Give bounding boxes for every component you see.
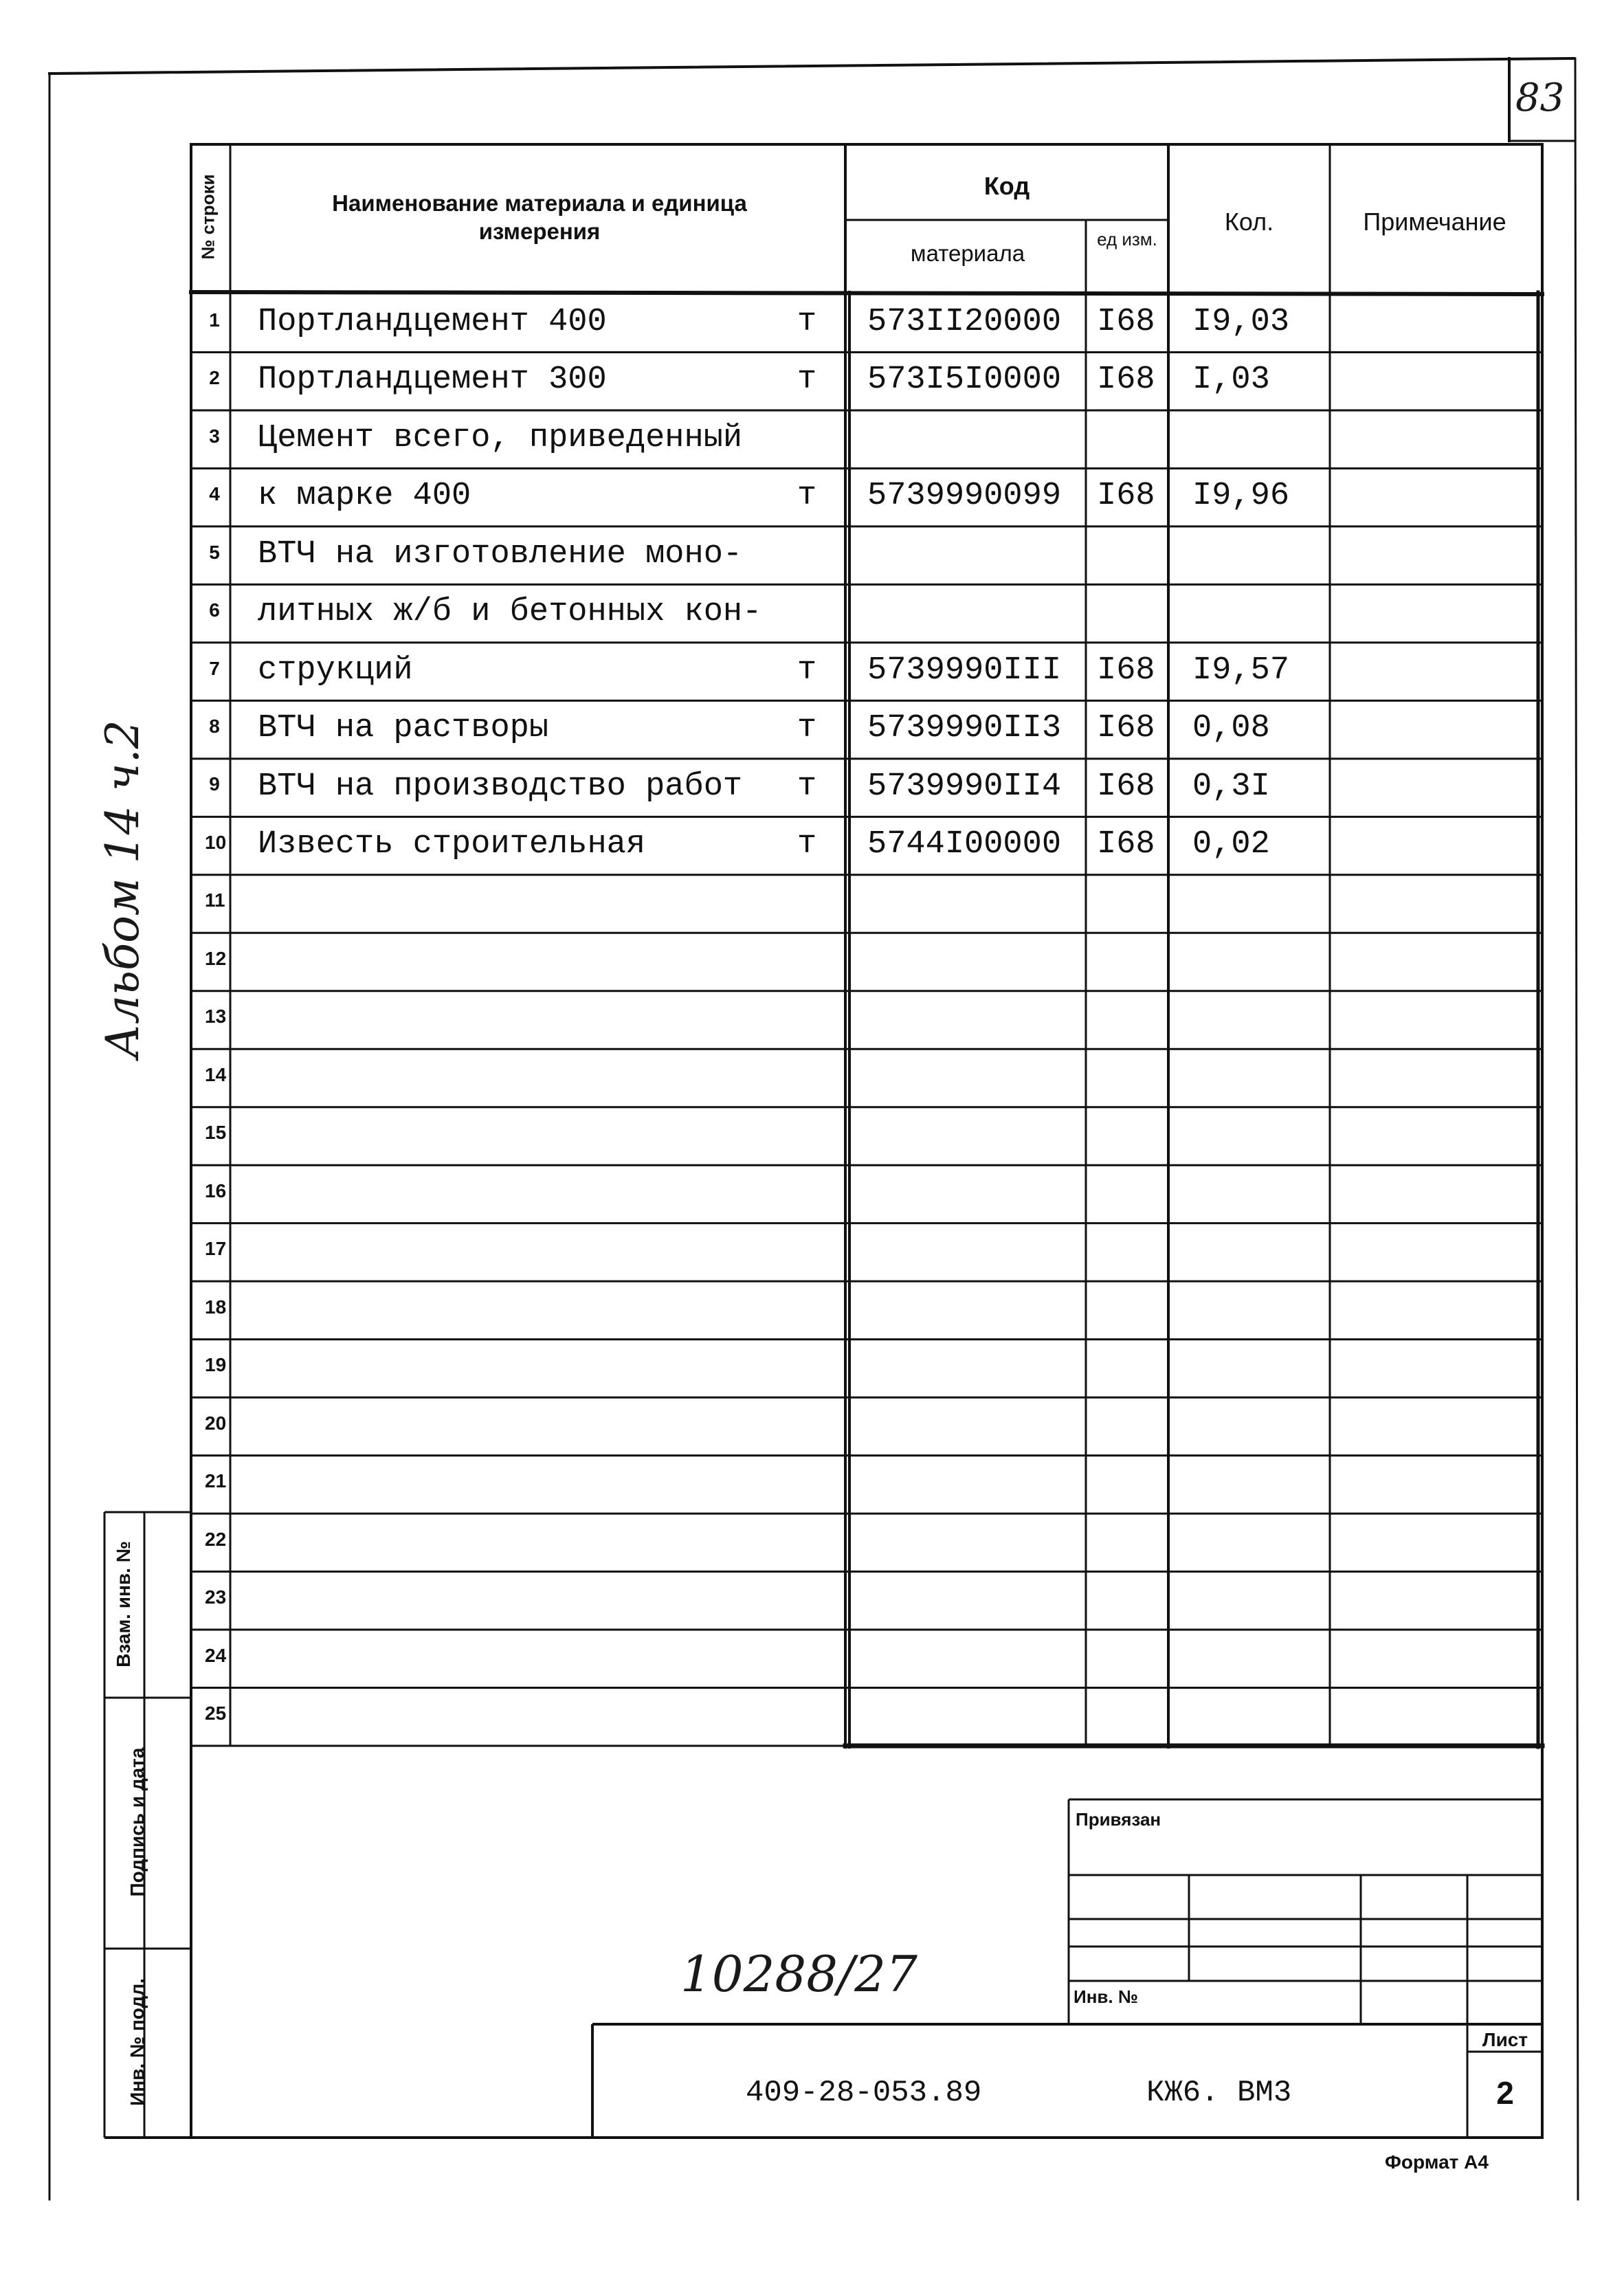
unit-symbol: т <box>797 826 817 863</box>
material-name: струкций <box>258 652 413 689</box>
row-number: 24 <box>205 1644 227 1666</box>
sheet-number: 2 <box>1496 2075 1514 2111</box>
unit-code: I68 <box>1097 362 1155 399</box>
header-note: Примечание <box>1363 208 1506 236</box>
material-name: Цемент всего, приведенный <box>258 419 743 456</box>
document-code-suffix: КЖ6. ВМ3 <box>1146 2076 1292 2110</box>
row-number: 21 <box>205 1470 227 1492</box>
quantity: 0,02 <box>1192 826 1270 863</box>
inv-number-label: Инв. № <box>1074 1986 1138 2007</box>
unit-code: I68 <box>1097 303 1155 340</box>
stamp-podpis-data: Подпись и дата <box>126 1747 148 1897</box>
unit-code: I68 <box>1097 652 1155 689</box>
unit-symbol: т <box>797 768 817 805</box>
unit-code: I68 <box>1097 478 1155 515</box>
row-number: 11 <box>205 889 225 911</box>
row-number: 17 <box>205 1238 227 1260</box>
row-number: 2 <box>209 367 220 389</box>
row-number: 16 <box>205 1179 227 1201</box>
privyazan-label: Привязан <box>1076 1809 1161 1830</box>
unit-symbol: т <box>797 362 817 399</box>
material-code: 5739990II4 <box>867 768 1062 805</box>
quantity: 0,08 <box>1192 710 1270 747</box>
row-number: 1 <box>209 309 220 331</box>
quantity: 0,3I <box>1192 768 1270 805</box>
row-number: 9 <box>209 773 220 795</box>
header-material-name: Наименование материала и единица измерения <box>332 190 747 245</box>
material-name: ВТЧ на изготовление моно- <box>258 535 743 573</box>
row-number: 19 <box>205 1354 227 1376</box>
row-number: 3 <box>209 425 220 447</box>
material-name: Известь строительная <box>258 826 646 863</box>
header-code-group: Код <box>983 172 1030 200</box>
row-number: 6 <box>209 599 220 621</box>
row-number: 20 <box>205 1412 227 1434</box>
row-number: 22 <box>205 1528 227 1550</box>
row-number: 8 <box>209 716 220 737</box>
material-name: литных ж/б и бетонных кон- <box>258 594 762 631</box>
sheet-corner-number: 83 <box>1515 76 1565 120</box>
material-code: 573II20000 <box>867 303 1062 340</box>
row-number: 18 <box>205 1296 227 1318</box>
row-number: 12 <box>205 947 227 969</box>
material-code: 5739990II3 <box>867 710 1062 747</box>
unit-code: I68 <box>1097 826 1155 863</box>
material-name: к марке 400 <box>258 478 471 515</box>
row-number: 7 <box>209 657 220 679</box>
format-label: Формат А4 <box>1385 2151 1489 2173</box>
header-code-unit: ед изм. <box>1097 229 1157 250</box>
row-number: 14 <box>205 1063 227 1085</box>
sheet-label: Лист <box>1482 2029 1528 2050</box>
unit-code: I68 <box>1097 768 1155 805</box>
stamp-vzam-inv: Взам. инв. № <box>113 1541 134 1667</box>
unit-symbol: т <box>797 652 817 689</box>
quantity: I9,57 <box>1192 652 1290 689</box>
row-number: 25 <box>205 1703 227 1725</box>
material-name: ВТЧ на растворы <box>258 710 549 747</box>
unit-symbol: т <box>797 303 817 340</box>
row-number: 10 <box>205 831 227 853</box>
row-number: 23 <box>205 1586 227 1608</box>
header-code-material: материала <box>910 241 1025 266</box>
unit-symbol: т <box>797 710 817 747</box>
material-code: 5739990099 <box>867 478 1062 515</box>
material-name: Портландцемент 300 <box>258 362 607 399</box>
material-name: ВТЧ на производство работ <box>258 768 743 805</box>
quantity: I9,96 <box>1192 478 1290 515</box>
row-number: 13 <box>205 1006 227 1028</box>
document-code: 409-28-053.89 <box>746 2076 982 2110</box>
row-number: 5 <box>209 541 220 563</box>
material-code: 573I5I0000 <box>867 362 1062 399</box>
header-quantity: Кол. <box>1224 208 1274 236</box>
stamp-inv-podl: Инв. № подл. <box>126 1978 148 2106</box>
handwritten-registration: 10288/27 <box>680 1945 917 2003</box>
unit-symbol: т <box>797 478 817 515</box>
quantity: I,03 <box>1192 362 1270 399</box>
material-code: 5744I00000 <box>867 826 1062 863</box>
header-row-number: № строки <box>197 174 219 260</box>
row-number: 15 <box>205 1122 227 1144</box>
material-code: 5739990III <box>867 652 1062 689</box>
album-note: Альбом 14 ч.2 <box>96 720 149 1058</box>
material-name: Портландцемент 400 <box>258 303 607 340</box>
quantity: I9,03 <box>1192 303 1290 340</box>
row-number: 4 <box>209 483 220 505</box>
unit-code: I68 <box>1097 710 1155 747</box>
